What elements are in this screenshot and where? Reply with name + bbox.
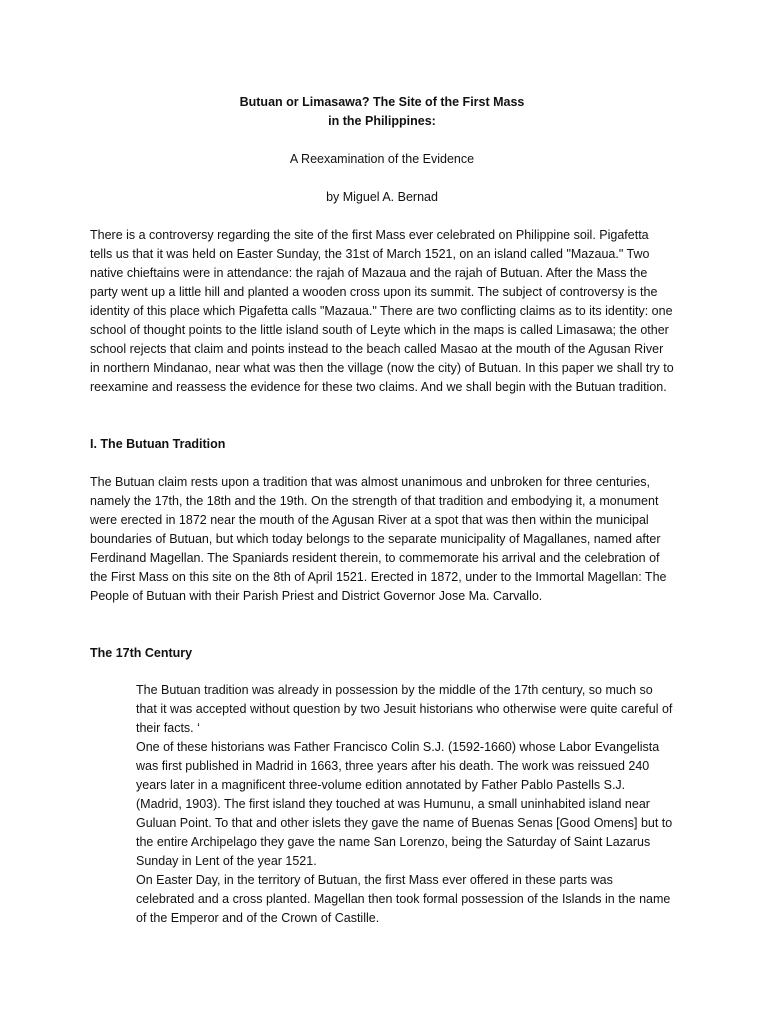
17th-century-paragraph-3: On Easter Day, in the territory of Butuan, the first Mass ever offered in these parts was celebrated and a cross planted. Magellan then took formal possession of the Islands in the name of the Emperor and of the Crown of Castille. bbox=[136, 873, 671, 925]
intro-paragraph: There is a controversy regarding the site of the first Mass ever celebrated on Philippine soil. Pigafetta tells us that it was held on Easter Sunday, the 31st of March 1521, on an island called "Mazaua." Two native chieftains were in attendance: the rajah of Mazaua and the rajah of Butuan. After the Mass the party went up a little hill and planted a wooden cross upon its summit. The subject of controversy is the identity of this place which Pigafetta calls "Mazaua." There are two conflicting claims as to its identity: one school of thought points to the little island south of Leyte which in the maps is called Limasawa; the other school rejects that claim and points instead to the beach called Masao at the mouth of the Agusan River in northern Mindanao, near what was then the village (now the city) of Butuan. In this paper we shall try to reexamine and reassess the evidence for these two claims. And we shall begin with the Butuan tradition. bbox=[90, 228, 674, 394]
document-author: by Miguel A. Bernad bbox=[326, 190, 438, 204]
document-title-line-1: Butuan or Limasawa? The Site of the First Mass bbox=[239, 95, 525, 109]
section-heading-17th-century: The 17th Century bbox=[90, 646, 193, 660]
butuan-tradition-paragraph: The Butuan claim rests upon a tradition that was almost unanimous and unbroken for three centuries, namely the 17th, the 18th and the 19th. On the strength of that tradition and embodying it, a monument were erected in 1872 near the mouth of the Agusan River at a spot that was then within the municipal boundaries of Butuan, but which today belongs to the separate municipality of Magallanes, named after Ferdinand Magellan. The Spaniards resident therein, to commemorate his arrival and the celebration of the First Mass on this site on the 8th of April 1521. Erected in 1872, under to the Immortal Magellan: The People of Butuan with their Parish Priest and District Governor Jose Ma. Carvallo. bbox=[90, 475, 667, 603]
document-title-line-2: in the Philippines: bbox=[328, 114, 436, 128]
indented-block bbox=[90, 681, 674, 928]
17th-century-paragraph-1: The Butuan tradition was already in possession by the middle of the 17th century, so much so that it was accepted without question by two Jesuit historians who otherwise were quite careful of their facts. ‘ bbox=[136, 683, 673, 735]
17th-century-paragraph-2: One of these historians was Father Francisco Colin S.J. (1592-1660) whose Labor Evangelista was first published in Madrid in 1663, three years after his death. The work was reissued 240 years later in a magnificent three-volume edition annotated by Father Pablo Pastells S.J. (Madrid, 1903). The first island they touched at was Humunu, a small uninhabited island near Guluan Point. To that and other islets they gave the name of Buenas Senas [Good Omens] but to the entire Archipelago they gave the name San Lorenzo, being the Saturday of Saint Lazarus Sunday in Lent of the year 1521. bbox=[136, 740, 673, 868]
section-heading-butuan-tradition: I. The Butuan Tradition bbox=[90, 437, 226, 451]
document-subtitle: A Reexamination of the Evidence bbox=[289, 152, 475, 166]
